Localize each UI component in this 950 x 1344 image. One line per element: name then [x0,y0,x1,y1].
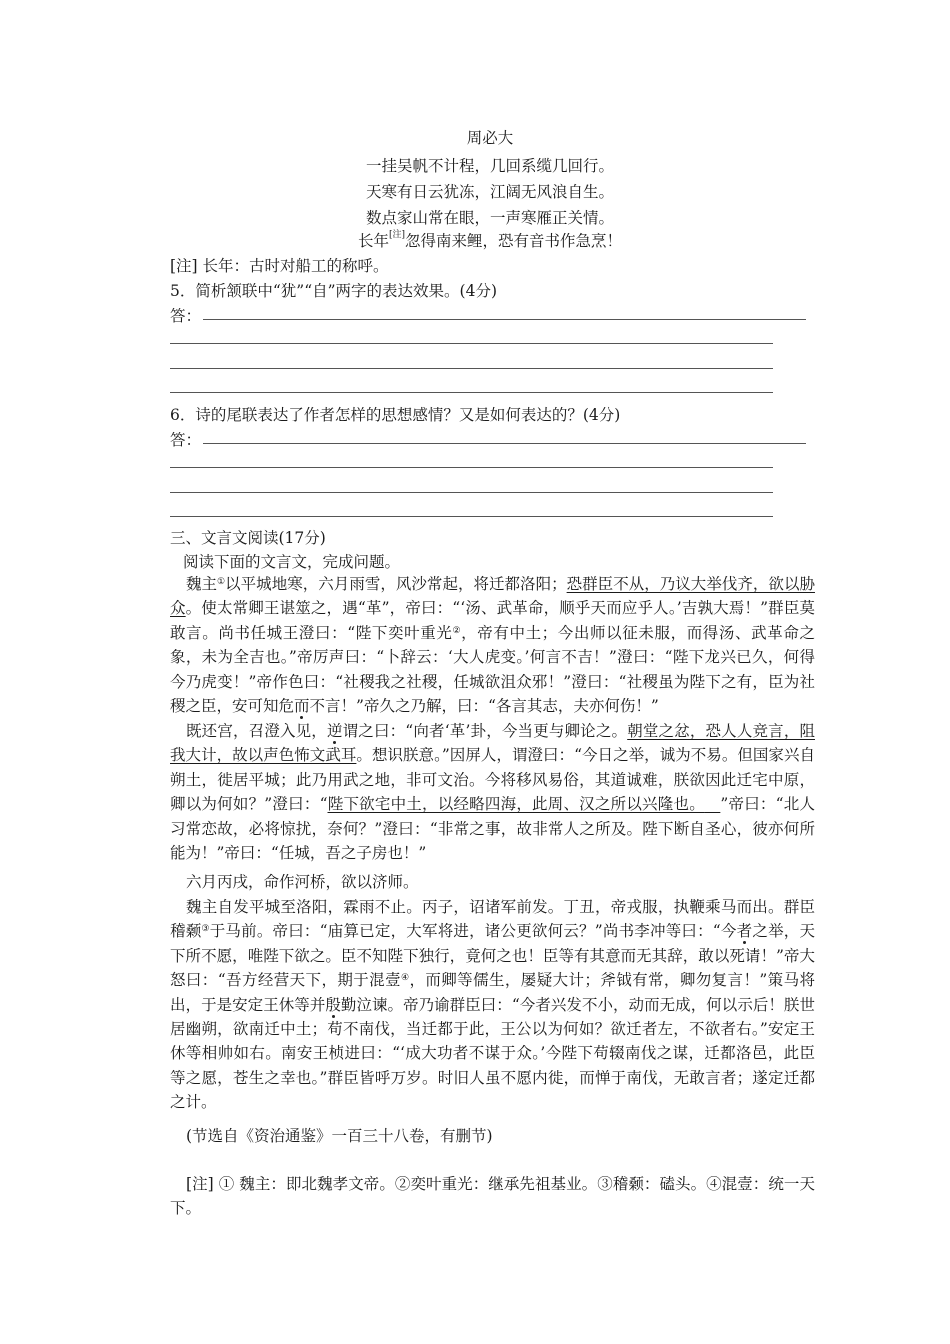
section-heading: 三、文言文阅读(17分) [170,529,326,547]
underlined-sentence-3: 陛下欲宅中土，以经略四海，此周、汉之所以兴隆也。 [327,795,705,814]
answer-line[interactable] [170,368,773,369]
passage-paragraph-2: 既还宫，召澄入见，逆谓之曰：“向者‘革’卦，今当更与卿论之。朝堂之忿，恐人人竞言，阻我大计，故以声色怖文武耳。想识朕意。”因屏人，谓澄曰：“今日之举，诚为不易。但国家兴自朔土，徙居平城；此乃用武之地，非可文治。今将移风易俗，其道诚难，朕欲因此迁宅中原，卿以为何如？”澄曰：“陛下欲宅中土，以经略四海，此周、汉之所以兴隆也。 ”帝曰：“北人习常恋故，必将惊扰，奈何？”澄曰：“非常之事，故非常人之所及。陛下断自圣心，彼亦何所能为！”帝曰：“任城，吾之子房也！” [170,722,815,863]
passage-paragraph-1: 魏主①以平城地寒，六月雨雪，风沙常起，将迁都洛阳；恐群臣不从，乃议大举伐齐，欲以胁众。使太常卿王谌筮之，遇“革”，帝曰：“‘汤、武革命，顺乎天而应乎人。’吉孰大焉！”群臣莫敢言。尚书任城王澄曰：“陛下奕叶重光②，帝有中土；今出师以征未服，而得汤、武革命之象，未为全吉也。”帝厉声曰：“卜辞云：‘大人虎变。’何言不吉！”澄曰：“陛下龙兴已久，何得今乃虎变！”帝作色曰：“社稷我之社稷，任城欲沮众邪！”澄曰：“社稷虽为陛下之有，臣为社稷之臣，安可知危而不言！”帝久之乃解，曰：“各言其志，夫亦何伤！” [170,575,815,716]
emphasis-char: 者 [736,922,753,941]
passage-notes: [注] ① 魏主：即北魏孝文帝。②奕叶重光：继承先祖基业。③稽颡：磕头。④混壹：统一天下。 [170,1175,815,1218]
section-instruction: 阅读下面的文言文，完成问题。 [183,553,401,571]
answer-line[interactable] [170,516,773,517]
answer-line[interactable] [203,443,806,444]
answer-line[interactable] [170,492,773,493]
question-6: 6．诗的尾联表达了作者怎样的思想感情？又是如何表达的？(4分) [170,406,621,424]
answer-line[interactable] [170,392,773,393]
emphasis-char: 殷 [325,995,341,1014]
question-6-answer-label: 答： [170,431,202,449]
emphasis-char: 逆 [326,722,343,740]
passage-paragraph-4: 魏主自发平城至洛阳，霖雨不止。丙子，诏诸军前发。丁丑，帝戎服，执鞭乘马而出。群臣稽颡③于马前。帝曰：“庙算已定，大军将进，诸公更欲何云？”尚书李冲等曰：“今者之举，天下所不愿，唯陛下欲之。臣不知陛下独行，竟何之也！臣等有其意而无其辞，敢以死请！”帝大怒曰：“吾方经营天下，期于混壹④，而卿等儒生，屡疑大计；斧钺有常，卿勿复言！”策马将出，于是安定王休等并殷勤泣谏。帝乃谕群臣曰：“今者兴发不小，动而无成，何以示后！朕世居幽朔，欲南迁中土；苟不南伐，当迁都于此，王公以为何如？欲迁者左，不欲者右。”安定王休等相帅如右。南安王桢进曰：“‘成大功者不谋于众。’今陛下苟辍南伐之谋，迁都洛邑，此臣等之愿，苍生之幸也。”群臣皆呼万岁。时旧人虽不愿内徙，而惮于南伐，无敢言者；遂定迁都之计。 [170,898,815,1112]
emphasis-char: 而 [294,697,310,716]
underlined-sentence-2: 朝堂之忿，恐人人竞言，阻我大计，故以声色怖文武耳 [170,722,815,765]
poem-line-1: 一挂吴帆不计程，几回系缆几回行。 [365,157,614,175]
question-5: 5．简析颔联中“犹”“自”两字的表达效果。(4分) [170,282,498,300]
passage-source: (节选自《资治通鉴》一百三十八卷，有删节) [186,1127,493,1145]
poem-line-4 [170,229,810,251]
poem-line-4-start: 长年 [357,232,389,250]
poem-note: [注] 长年：古时对船工的称呼。 [170,257,389,275]
answer-line[interactable] [203,319,806,320]
poem-line-3: 数点家山常在眼，一声寒雁正关情。 [365,209,614,227]
passage-paragraph-3: 六月丙戌，命作河桥，欲以济师。 [186,873,419,891]
question-5-answer-label: 答： [170,307,202,325]
underlined-sentence-1: 恐群臣不从，乃议大举伐齐，欲以胁众 [170,575,815,618]
poem-line-2: 天寒有日云犹冻，江阔无风浪自生。 [365,183,614,201]
answer-line[interactable] [170,343,773,344]
poem-author: 周必大 [466,129,514,147]
answer-line[interactable] [170,467,773,468]
poem-line-4-rest: 忽得南来鲤，恐有音书作急烹！ [405,232,623,250]
poem-note-marker: [注] [388,230,406,240]
